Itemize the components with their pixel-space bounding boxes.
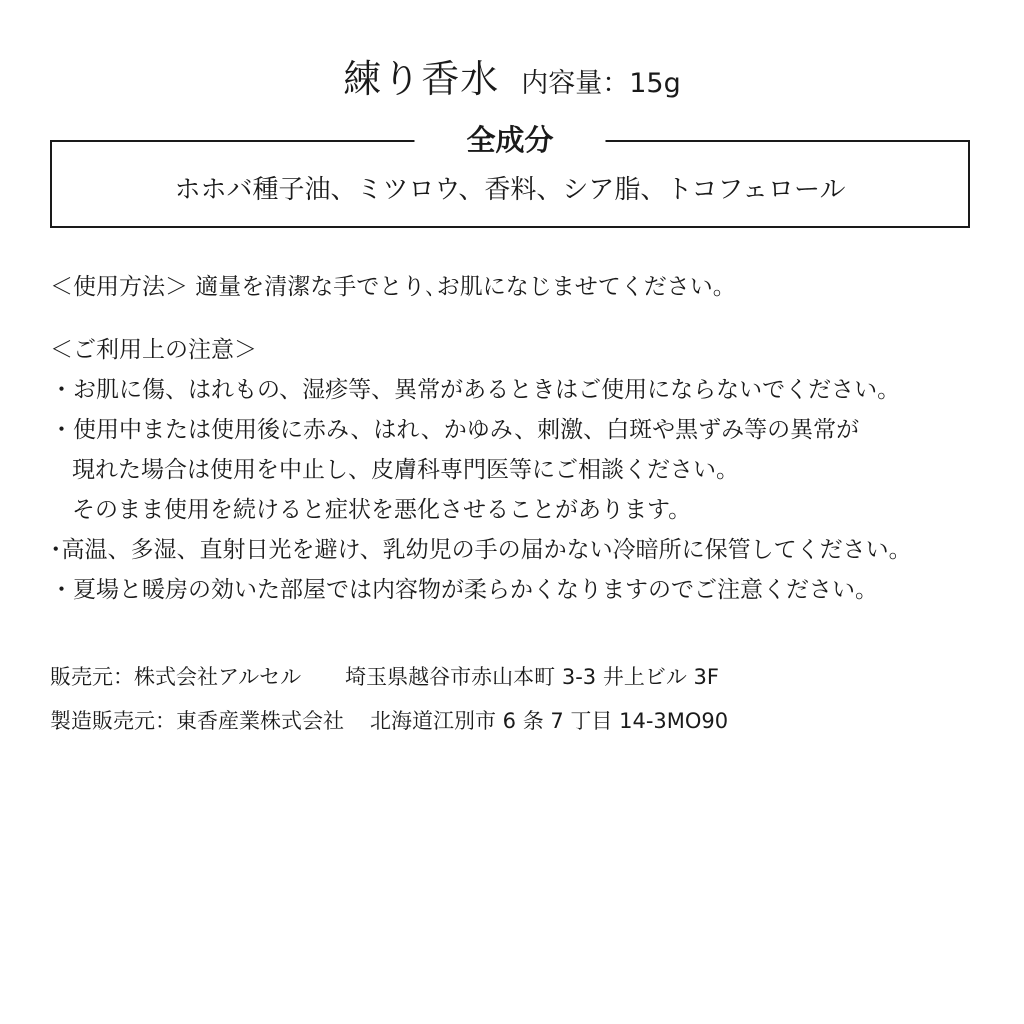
cautions-heading: ＜ご利用上の注意＞	[50, 337, 257, 363]
caution-item: ・お肌に傷、はれもの、湿疹等、異常があるときはご使用にならないでください。	[50, 377, 901, 403]
caution-item-continuation: そのまま使用を続けると症状を悪化させることがあります。	[72, 497, 692, 523]
product-title-row	[0, 48, 1024, 103]
manufacturer-info	[50, 705, 728, 737]
manufacturer-address: 北海道江別市 6 条 7 丁目 14-3MO90	[370, 709, 729, 733]
caution-item: ・使用中または使用後に赤み、はれ、かゆみ、刺激、白斑や黒ずみ等の異常が	[50, 417, 860, 443]
seller-info	[50, 661, 719, 693]
ingredients-heading: 全成分	[414, 116, 605, 164]
caution-item: ･高温、多湿、直射日光を避け、乳幼児の手の届かない冷暗所に保管してください。	[50, 537, 912, 563]
cautions-section	[50, 330, 912, 610]
manufacturer-label: 製造販売元：東香産業株式会社	[50, 709, 344, 733]
seller-address: 埼玉県越谷市赤山本町 3-3 井上ビル 3F	[345, 665, 719, 689]
content-volume: 内容量：15g	[521, 68, 681, 99]
usage-instructions: ＜使用方法＞ 適量を清潔な手でとり､お肌になじませてください。	[50, 274, 736, 300]
ingredients-list: ホホバ種子油、ミツロウ、香料、シア脂、トコフェロール	[174, 175, 846, 205]
ingredients-box	[50, 123, 970, 228]
caution-item-continuation: 現れた場合は使用を中止し、皮膚科専門医等にご相談ください。	[72, 457, 739, 483]
seller-label: 販売元：株式会社アルセル	[50, 665, 302, 689]
caution-item: ・夏場と暖房の効いた部屋では内容物が柔らかくなりますのでご注意ください。	[50, 577, 878, 603]
product-name: 練り香水	[343, 57, 500, 101]
